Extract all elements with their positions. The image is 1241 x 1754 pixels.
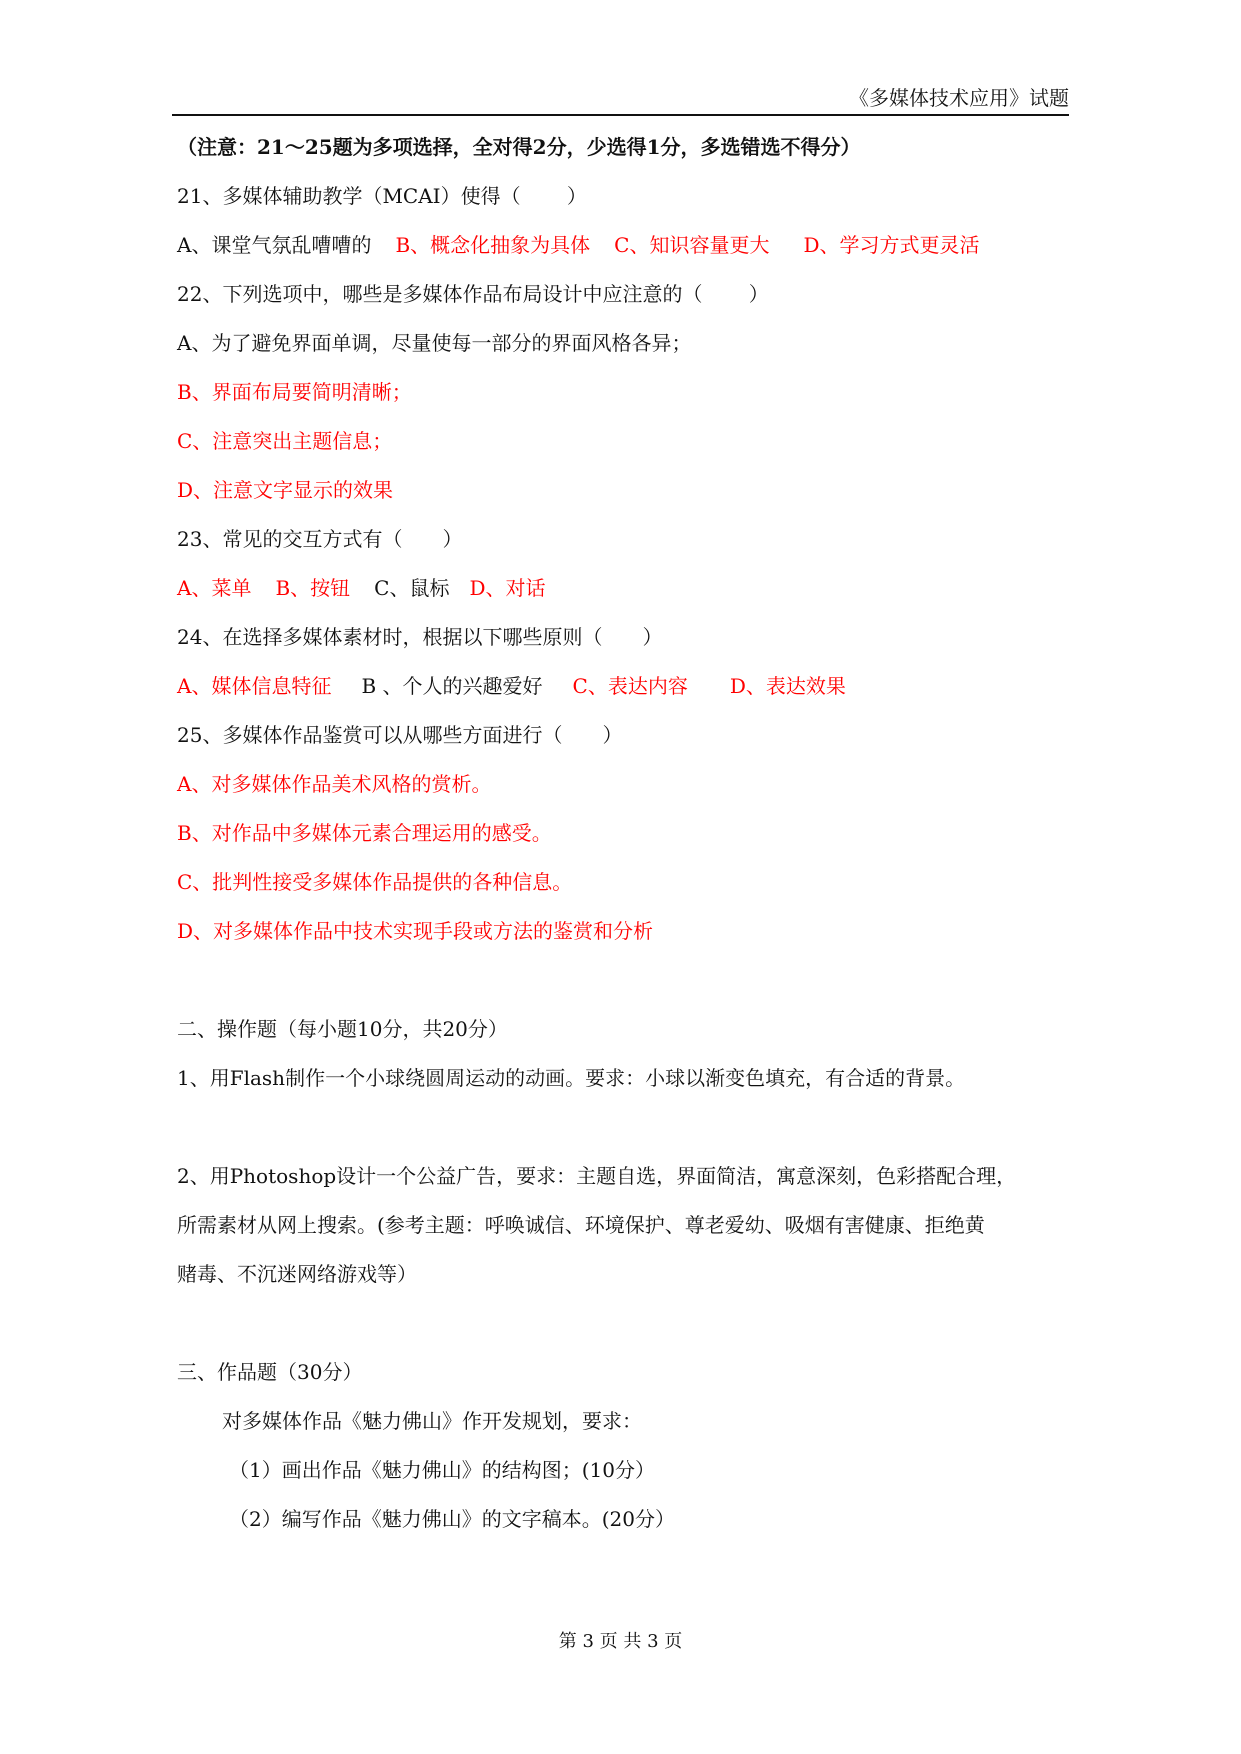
section-3-intro: 对多媒体作品《魅力佛山》作开发规划，要求： — [222, 1409, 642, 1433]
option-25-c: C、批判性接受多媒体作品提供的各种信息。 — [177, 870, 573, 894]
section-2-title: 二、操作题（每小题10分，共20分） — [177, 1017, 508, 1041]
question-22-stem: 22、下列选项中，哪些是多媒体作品布局设计中应注意的（ ） — [177, 282, 769, 306]
question-23-stem: 23、常见的交互方式有（ ） — [177, 527, 463, 551]
spacer — [177, 1299, 1077, 1348]
question-24-options — [177, 662, 1077, 711]
option-25-a: A、对多媒体作品美术风格的赏析。 — [177, 772, 492, 796]
option-22-a: A、为了避免界面单调，尽量使每一部分的界面风格各异； — [177, 331, 692, 355]
question-21-stem: 21、多媒体辅助教学（MCAI）使得（ ） — [177, 184, 587, 208]
option-25-b: B、对作品中多媒体元素合理运用的感受。 — [177, 821, 552, 845]
option-23-d: D、对话 — [469, 576, 546, 600]
option-22-b: B、界面布局要简明清晰； — [177, 380, 412, 404]
section-2-question-1: 1、用Flash制作一个小球绕圆周运动的动画。要求：小球以渐变色填充，有合适的背景。 — [177, 1066, 966, 1090]
option-22-c: C、注意突出主题信息； — [177, 429, 393, 453]
section-3-title: 三、作品题（30分） — [177, 1360, 363, 1384]
option-24-a: A、媒体信息特征 — [177, 674, 332, 698]
question-24-stem: 24、在选择多媒体素材时，根据以下哪些原则（ ） — [177, 625, 663, 649]
question-21-options — [177, 221, 1077, 270]
section-3-item-1: （1）画出作品《魅力佛山》的结构图；(10分） — [229, 1458, 655, 1482]
section-2-question-2-line-1: 2、用Photoshop设计一个公益广告，要求：主题自选，界面简洁，寓意深刻，色彩搭配合理， — [177, 1164, 1017, 1188]
option-21-a: A、课堂气氛乱嘈嘈的 — [177, 233, 372, 257]
section-2-question-2-line-2: 所需素材从网上搜索。(参考主题：呼唤诚信、环境保护、尊老爱幼、吸烟有害健康、拒绝黄 — [177, 1213, 985, 1237]
option-23-b: B、按钮 — [275, 576, 351, 600]
option-24-d: D、表达效果 — [729, 674, 846, 698]
notice: （注意：21～25题为多项选择，全对得2分，少选得1分，多选错选不得分） — [177, 135, 861, 159]
header-rule — [172, 114, 1069, 116]
option-21-b: B、概念化抽象为具体 — [395, 233, 591, 257]
option-21-d: D、学习方式更灵活 — [803, 233, 980, 257]
option-24-c: C、表达内容 — [572, 674, 688, 698]
question-25-stem: 25、多媒体作品鉴赏可以从哪些方面进行（ ） — [177, 723, 623, 747]
option-23-a: A、菜单 — [177, 576, 252, 600]
question-23-options — [177, 564, 1077, 613]
option-21-c: C、知识容量更大 — [614, 233, 770, 257]
option-22-d: D、注意文字显示的效果 — [177, 478, 394, 502]
option-23-c: C、鼠标 — [374, 576, 450, 600]
exam-content — [177, 123, 1077, 1544]
header-title: 《多媒体技术应用》试题 — [849, 86, 1069, 110]
option-25-d: D、对多媒体作品中技术实现手段或方法的鉴赏和分析 — [177, 919, 654, 943]
option-24-b: B 、个人的兴趣爱好 — [361, 674, 543, 698]
section-3-item-2: （2）编写作品《魅力佛山》的文字稿本。(20分） — [229, 1507, 675, 1531]
spacer — [177, 956, 1077, 1005]
section-2-question-2-line-3: 赌毒、不沉迷网络游戏等） — [177, 1262, 417, 1286]
page-footer: 第 3 页 共 3 页 — [558, 1631, 683, 1652]
spacer — [177, 1103, 1077, 1152]
